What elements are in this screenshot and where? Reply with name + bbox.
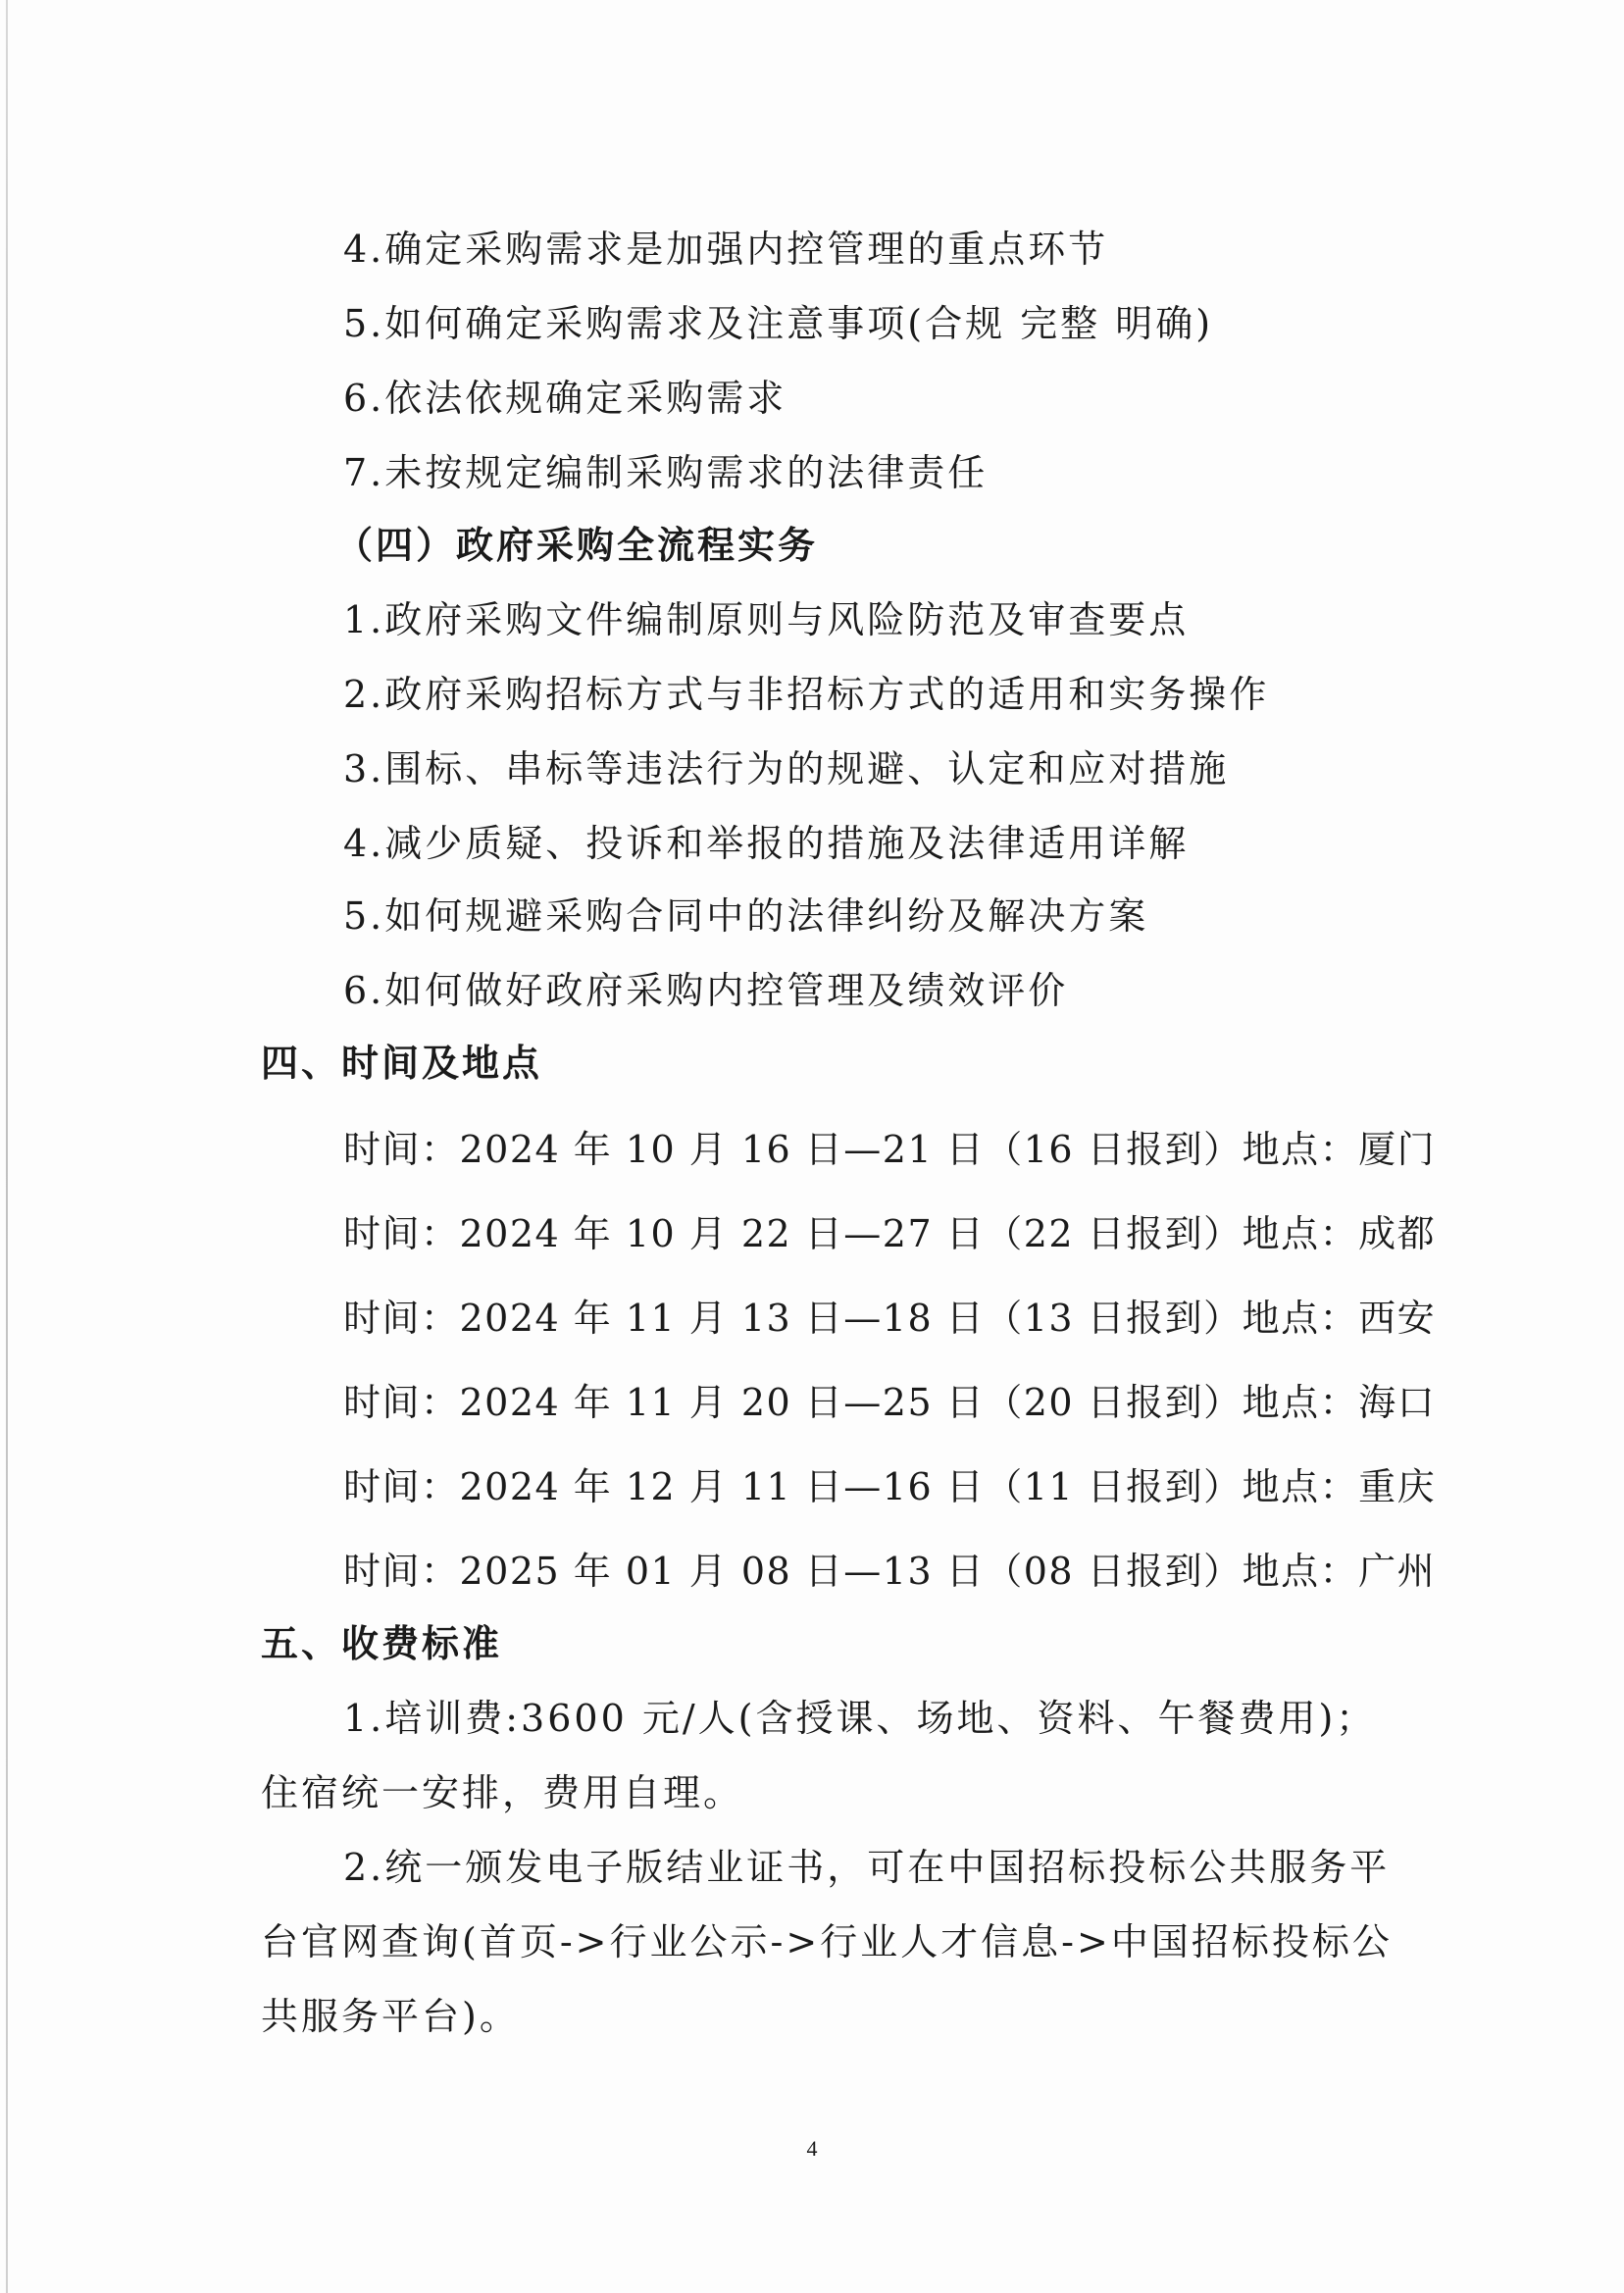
sub-heading-4: （四）政府采购全流程实务 <box>335 523 819 567</box>
fees-item2-line2: 台官网查询(首页->行业公示->行业人才信息->中国招标投标公 <box>261 1920 1393 1963</box>
scan-edge <box>6 0 8 2293</box>
schedule-chengdu: 时间：2024 年 10 月 22 日—27 日（22 日报到）地点：成都 <box>343 1212 1437 1255</box>
section4-item-3: 3.围标、串标等违法行为的规避、认定和应对措施 <box>343 747 1230 790</box>
section3-item-5: 5.如何确定采购需求及注意事项(合规 完整 明确) <box>343 302 1214 345</box>
schedule-xiamen: 时间：2024 年 10 月 16 日—21 日（16 日报到）地点：厦门 <box>343 1128 1437 1171</box>
fees-item2-line3: 共服务平台)。 <box>261 1995 520 2038</box>
page-number: 4 <box>806 2136 818 2161</box>
schedule-haikou: 时间：2024 年 11 月 20 日—25 日（20 日报到）地点：海口 <box>343 1381 1437 1424</box>
section4-item-4: 4.减少质疑、投诉和举报的措施及法律适用详解 <box>343 822 1190 865</box>
section4-item-2: 2.政府采购招标方式与非招标方式的适用和实务操作 <box>343 673 1270 716</box>
fees-item1-line1: 1.培训费:3600 元/人(含授课、场地、资料、午餐费用)； <box>343 1697 1377 1740</box>
fees-item1-line2: 住宿统一安排，费用自理。 <box>261 1771 744 1814</box>
schedule-xian: 时间：2024 年 11 月 13 日—18 日（13 日报到）地点：西安 <box>343 1297 1437 1340</box>
fees-item2-line1: 2.统一颁发电子版结业证书，可在中国招标投标公共服务平 <box>343 1846 1391 1889</box>
section4-item-6: 6.如何做好政府采购内控管理及绩效评价 <box>343 969 1069 1012</box>
heading-fees: 五、收费标准 <box>261 1621 503 1665</box>
section3-item-6: 6.依法依规确定采购需求 <box>343 377 787 420</box>
section4-item-5: 5.如何规避采购合同中的法律纠纷及解决方案 <box>343 894 1149 938</box>
heading-time-place: 四、时间及地点 <box>261 1041 543 1085</box>
schedule-guangzhou: 时间：2025 年 01 月 08 日—13 日（08 日报到）地点：广州 <box>343 1550 1437 1593</box>
section3-item-7: 7.未按规定编制采购需求的法律责任 <box>343 451 989 494</box>
schedule-chongqing: 时间：2024 年 12 月 11 日—16 日（11 日报到）地点：重庆 <box>343 1465 1437 1508</box>
section3-item-4: 4.确定采购需求是加强内控管理的重点环节 <box>343 228 1109 271</box>
section4-item-1: 1.政府采购文件编制原则与风险防范及审查要点 <box>343 598 1190 641</box>
